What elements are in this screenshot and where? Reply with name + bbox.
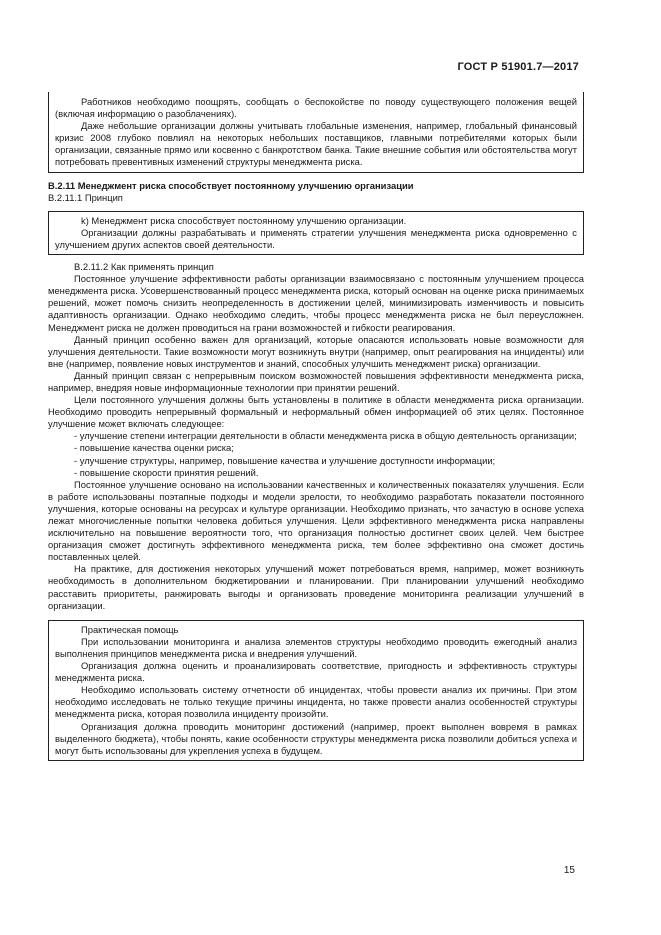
paragraph: Постоянное улучшение эффективности работы организации взаимосвязано с постоянным улучшением процесса менеджмента риска. Усовершенствованный процесс менеджмента риска, который основан на оценке риска принимаемых решений, может помочь снизить неопределенность в достижении целей, минимизировать изменчивость и повысить адаптивность организации. Однако необходимо следить, чтобы процесс менеджмента риска не был переусложнен. Менеджмент риска не должен проводиться на грани возможностей и гибкости реагирования. bbox=[48, 273, 584, 333]
paragraph: При использовании мониторинга и анализа элементов структуры необходимо проводить ежегодный анализ выполнения принципов менеджмента риска и внедрения улучшений. bbox=[55, 635, 577, 659]
document-code: ГОСТ Р 51901.7—2017 bbox=[457, 61, 579, 73]
paragraph: Организация должна оценить и проанализировать соответствие, пригодность и эффективность структуры менеджмента риска. bbox=[55, 660, 577, 684]
paragraph: Организации должны разрабатывать и применять стратегии улучшения менеджмента риска одновременно с улучшением других аспектов своей деятельности. bbox=[55, 226, 577, 250]
paragraph: Необходимо использовать систему отчетности об инцидентах, чтобы провести анализ их причины. При этом необходимо исследовать не только текущие причины инцидента, но также провести анализ особенностей структуры менеджмента риска, которая позволила инциденту произойти. bbox=[55, 684, 577, 720]
paragraph: На практике, для достижения некоторых улучшений может потребоваться время, например, может возникнуть необходимость в дополнительном бюджетировании и планировании. При планировании улучшений необходимо расставить приоритеты, ранжировать выгоды и организовать проведение мониторинга реализации улучшений в организации. bbox=[48, 563, 584, 611]
list-item: - повышение скорости принятия решений. bbox=[74, 466, 259, 478]
paragraph: Даже небольшие организации должны учитывать глобальные изменения, например, глобальный финансовый кризис 2008 глубоко повлиял на некоторых небольших поставщиков, главными потребителями которых были организации, связанные прямо или косвенно с банкротством банка. Такие внешние события или обстоятельства могут потребовать превентивных изменений структуры менеджмента риска. bbox=[55, 120, 577, 168]
section-heading: В.2.11 Менеджмент риска способствует постоянному улучшению организации bbox=[48, 179, 414, 191]
practical-help-box bbox=[48, 620, 584, 761]
list-item: - повышение качества оценки риска; bbox=[74, 442, 234, 454]
list-item: - улучшение степени интеграции деятельности в области менеджмента риска в общую деятельность организации; bbox=[74, 430, 577, 442]
principle-box bbox=[48, 211, 584, 255]
page-number: 15 bbox=[563, 865, 575, 876]
subsection-heading: В.2.11.2 Как применять принцип bbox=[74, 261, 214, 273]
paragraph: Данный принцип особенно важен для организаций, которые опасаются использовать новые возможности для улучшения деятельности. Такие возможности могут возникнуть внутри (например, опыт реагирования на инциденты) или вне (например, появление новых инструментов и знаний, способных улучшить менеджмент риска) организации. bbox=[48, 333, 584, 369]
paragraph: Данный принцип связан с непрерывным поиском возможностей повышения эффективности менеджмента риска, например, внедряя новые информационные технологии при принятии решений. bbox=[48, 369, 584, 393]
paragraph: Постоянное улучшение основано на использовании качественных и количественных показателях улучшения. Если в работе использованы поэтапные подходы и модели зрелости, то необходимо разработать показатели постоянного улучшения, которые основаны на ресурсах и культуре организации. Необходимо признать, что зачастую в основе успеха лежат многочисленные попытки человека добиться улучшения. Цели эффективного менеджмента риска направлены исключительно на повышение вероятности того, что организация полностью достигнет своих целей. Чем быстрее организация сможет достигнуть эффективного менеджмента риска, тем более эффективно она сможет достичь поставленных целей. bbox=[48, 478, 584, 563]
list-item: - улучшение структуры, например, повышение качества и улучшение доступности информации; bbox=[74, 454, 496, 466]
box-title: Практическая помощь bbox=[81, 623, 179, 635]
paragraph: Работников необходимо поощрять, сообщать о беспокойстве по поводу существующего положения вещей (включая информацию о разоблачениях). bbox=[55, 96, 577, 120]
subsection-heading: В.2.11.1 Принцип bbox=[48, 191, 123, 203]
page-content bbox=[48, 92, 584, 761]
paragraph: k) Менеджмент риска способствует постоянному улучшению организации. bbox=[81, 214, 407, 226]
paragraph: Организация должна проводить мониторинг достижений (например, проект выполнен вовремя в рамках выделенного бюджета), чтобы понять, какие особенности структуры менеджмента риска позволили добиться успеха и могут быть использованы для укрепления успеха в будущем. bbox=[55, 720, 577, 756]
continued-text-box bbox=[48, 92, 584, 173]
paragraph: Цели постоянного улучшения должны быть установлены в политике в области менеджмента риска организации. Необходимо проводить непрерывный формальный и неформальный обмен информацией об этих целях. Постоянное улучшение может включать следующее: bbox=[48, 394, 584, 430]
